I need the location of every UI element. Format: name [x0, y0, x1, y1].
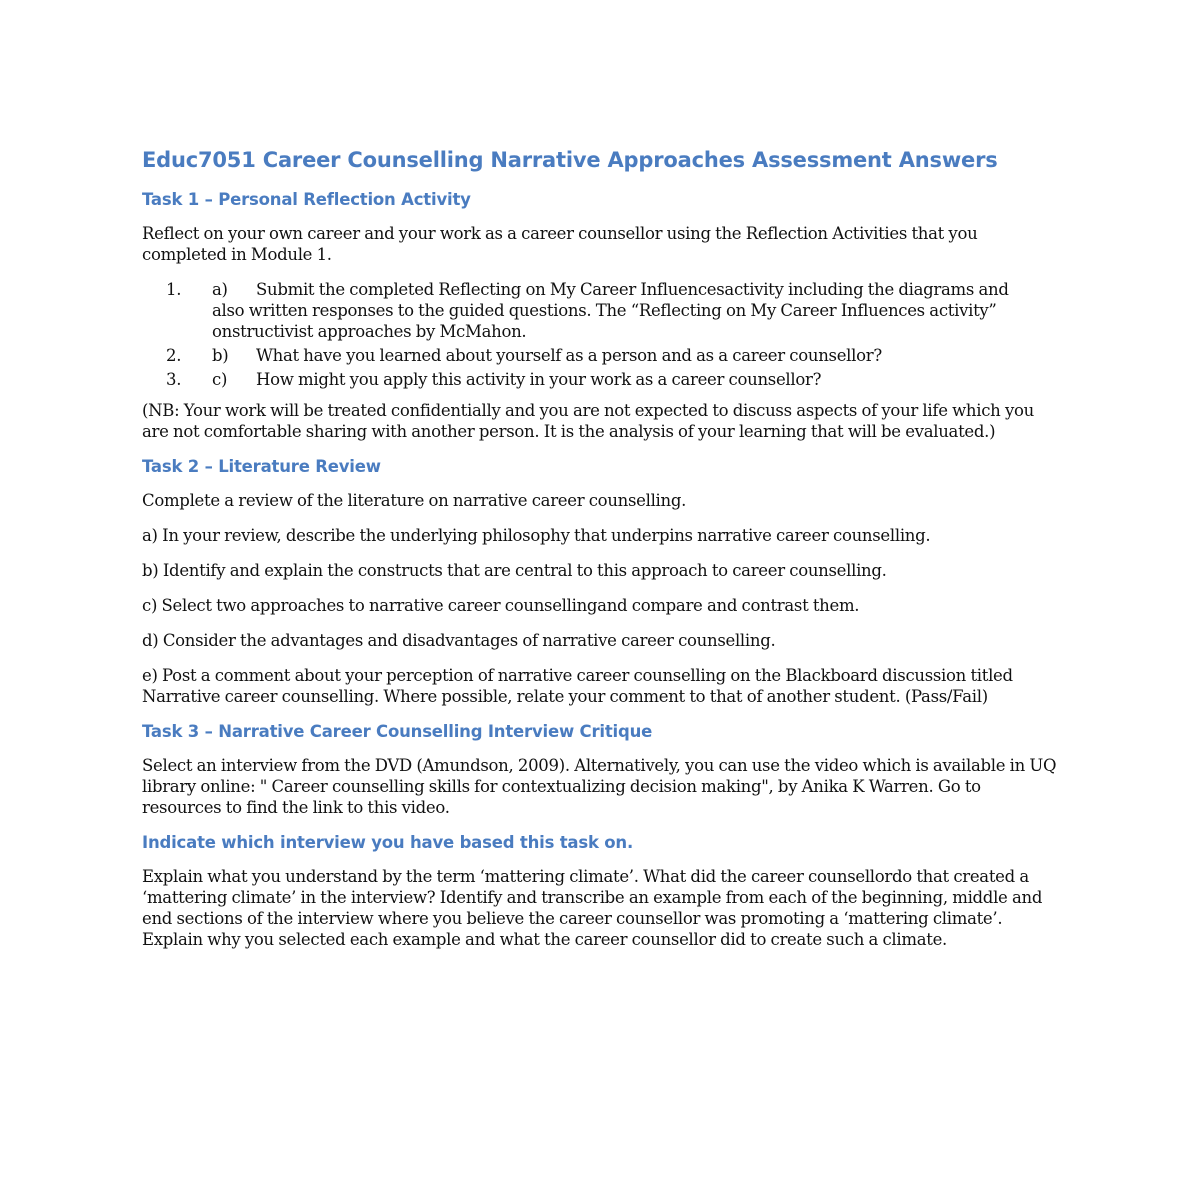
task2-item-d: d) Consider the advantages and disadvantages of narrative career counselling.	[142, 631, 776, 650]
list-item-content	[212, 345, 1057, 366]
list-item-text: How might you apply this activity in your work as a career counsellor?	[256, 370, 822, 389]
task2-heading: Task 2 – Literature Review	[142, 457, 381, 476]
list-item	[142, 345, 1057, 366]
task2-item-a: a) In your review, describe the underlying philosophy that underpins narrative career counselling.	[142, 526, 931, 545]
document-page	[142, 146, 1057, 964]
task3-body: Explain what you understand by the term ‘mattering climate’. What did the career counsellordo that created a ‘mattering climate’ in the interview? Identify and transcribe an example from each of the beginning, middle and end sections of the interview where you believe the career counsellor was promoting a ‘mattering climate’. Explain why you selected each example and what the career counsellor did to create such a climate.	[142, 867, 1043, 949]
list-item-letter: a)	[212, 280, 228, 299]
list-item-letter: b)	[212, 346, 229, 365]
task2-item-b: b) Identify and explain the constructs that are central to this approach to career counselling.	[142, 561, 887, 580]
task1-list	[142, 279, 1057, 390]
task1-intro: Reflect on your own career and your work as a career counsellor using the Reflection Activities that you completed in Module 1.	[142, 224, 978, 264]
list-item-number: 1.	[166, 280, 182, 299]
list-item-content	[212, 369, 1057, 390]
list-item-letter: c)	[212, 370, 228, 389]
task3-heading: Task 3 – Narrative Career Counselling Interview Critique	[142, 722, 653, 741]
list-item-content	[212, 279, 1057, 342]
task1-heading: Task 1 – Personal Reflection Activity	[142, 190, 471, 209]
task2-item-c: c) Select two approaches to narrative career counsellingand compare and contrast them.	[142, 596, 860, 615]
task1-note: (NB: Your work will be treated confidentially and you are not expected to discuss aspects of your life which you are not comfortable sharing with another person. It is the analysis of your learning that will be evaluated.)	[142, 401, 1034, 441]
list-item	[142, 369, 1057, 390]
list-item-number: 2.	[166, 346, 182, 365]
list-item-text: What have you learned about yourself as a person and as a career counsellor?	[256, 346, 882, 365]
list-item-number: 3.	[166, 370, 182, 389]
document-title: Educ7051 Career Counselling Narrative Approaches Assessment Answers	[142, 148, 998, 172]
list-item-text: Submit the completed Reflecting on My Career Influencesactivity including the diagrams and also written responses to the guided questions. The “Reflecting on My Career Influences activity” onstructivist approaches by McMahon.	[212, 280, 1009, 341]
task3-intro: Select an interview from the DVD (Amundson, 2009). Alternatively, you can use the video which is available in UQ library online: " Career counselling skills for contextualizing decision making", by Anika K Warren. Go to resources to find the link to this video.	[142, 756, 1057, 817]
list-item	[142, 279, 1057, 342]
task3-subheading: Indicate which interview you have based this task on.	[142, 833, 634, 852]
task2-item-e: e) Post a comment about your perception of narrative career counselling on the Blackboard discussion titled Narrative career counselling. Where possible, relate your comment to that of another student. (Pass/Fail)	[142, 666, 1013, 706]
task2-intro: Complete a review of the literature on narrative career counselling.	[142, 491, 687, 510]
